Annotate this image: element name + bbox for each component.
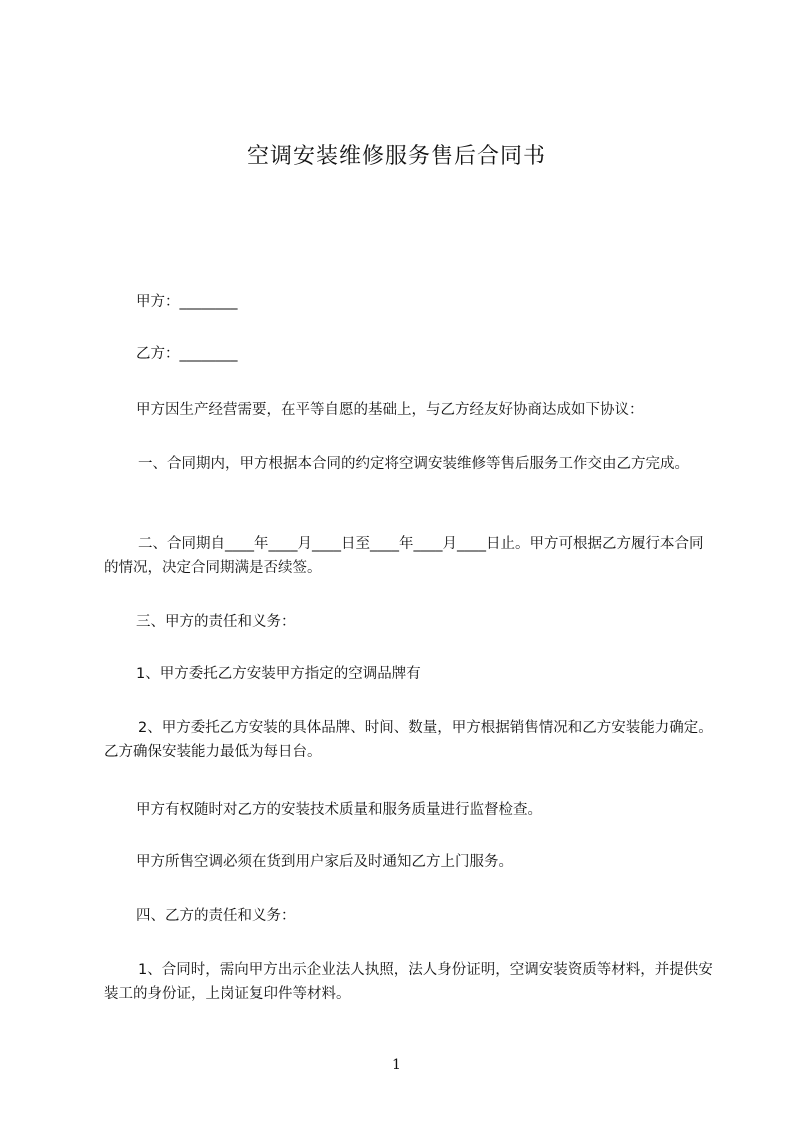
party-b-line: 乙方：________: [136, 346, 238, 362]
notification-paragraph: 甲方所售空调必须在货到用户家后及时通知乙方上门服务。: [136, 854, 513, 870]
supervision-paragraph: 甲方有权随时对乙方的安装技术质量和服务质量进行监督检查。: [136, 802, 542, 818]
page-number: 1: [392, 1057, 401, 1073]
preamble-paragraph: 甲方因生产经营需要，在平等自愿的基础上，与乙方经友好协商达成如下协议：: [136, 402, 644, 418]
clause-3-item-1: 1、甲方委托乙方安装甲方指定的空调品牌有: [136, 666, 421, 682]
clause-3-heading: 三、甲方的责任和义务：: [136, 614, 296, 630]
clause-4-heading: 四、乙方的责任和义务：: [136, 908, 296, 924]
party-a-line: 甲方：________: [136, 294, 238, 310]
clause-1-paragraph: 一、合同期内，甲方根据本合同的约定将空调安装维修等售后服务工作交由乙方完成。: [138, 456, 689, 472]
clause-4-item-1: 1、合同时，需向甲方出示企业法人执照，法人身份证明，空调安装资质等材料，并提供安装工的身份证，上岗证复印件等材料。: [104, 962, 713, 1002]
clause-2-paragraph: 二、合同期自____年____月____日至____年____月____日止。甲方可根据乙方履行本合同的情况，决定合同期满是否续签。: [104, 536, 704, 576]
clause-3-item-2: 2、甲方委托乙方安装的具体品牌、时间、数量，甲方根据销售情况和乙方安装能力确定。乙方确保安装能力最低为每日台。: [104, 720, 713, 760]
document-title: 空调安装维修服务售后合同书: [246, 144, 546, 169]
